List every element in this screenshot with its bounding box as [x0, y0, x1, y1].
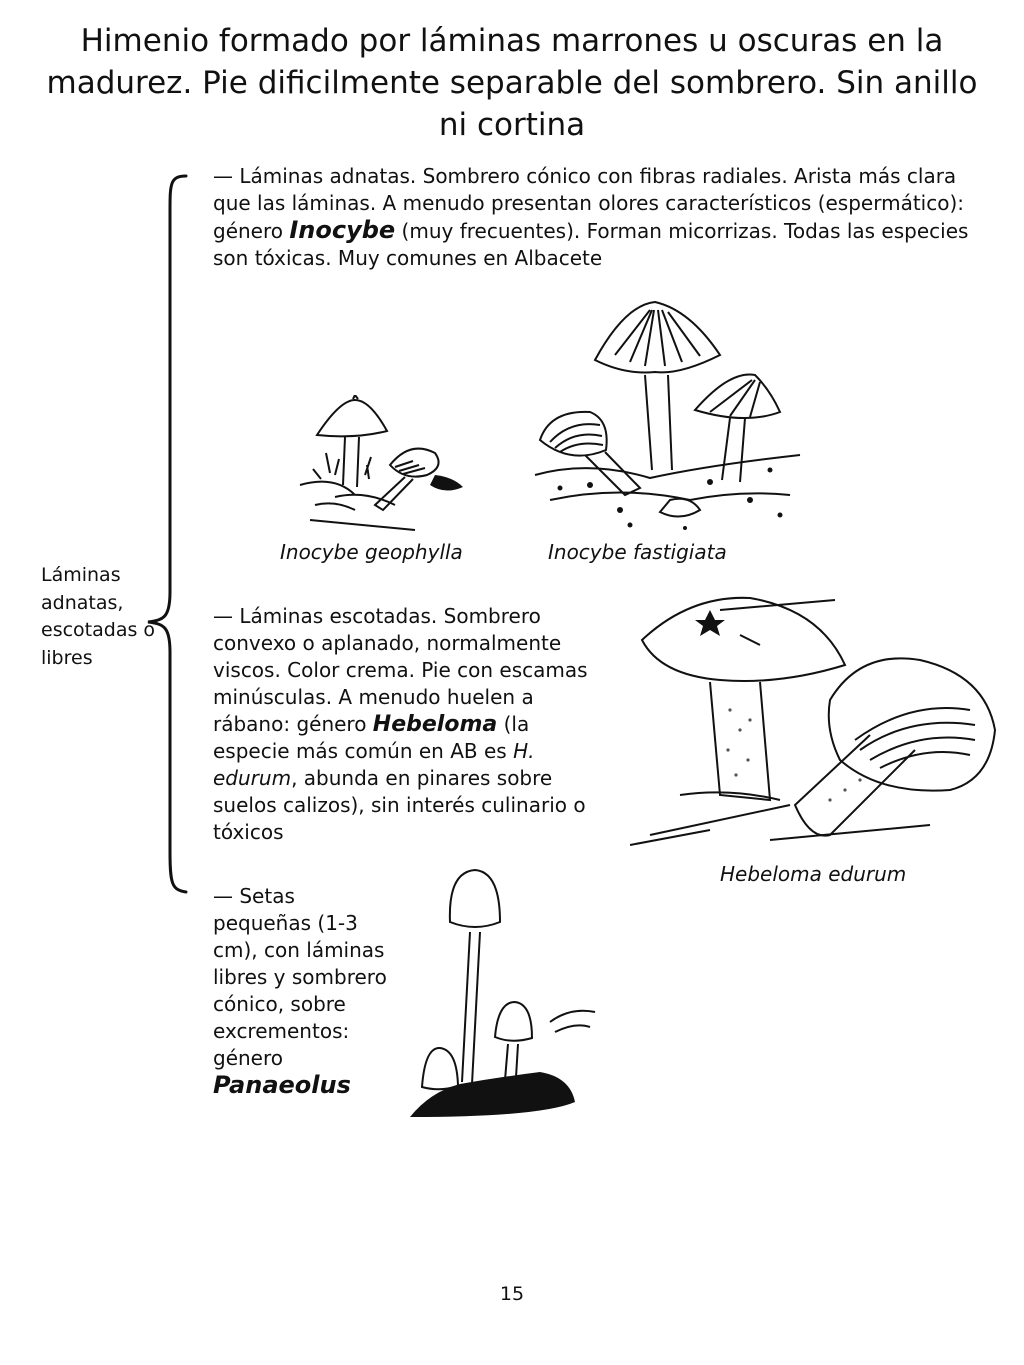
inocybe-geophylla-illustration [295, 395, 470, 535]
inocybe-description: — Láminas adnatas. Sombrero cónico con fibras radiales. Arista más clara que las láminas. A menudo presentan olores característicos (espermático): género Inocybe (muy frecuentes). Forman micorrizas. Todas las especies son tóxicas. Muy comunes en Albacete [213, 164, 969, 270]
curly-brace [140, 172, 190, 897]
genus-panaeolus: Panaeolus [213, 1071, 351, 1099]
caption-hebeloma-edurum: Hebeloma edurum [720, 862, 907, 886]
panaeolus-description: — Setas pequeñas (1-3 cm), con láminas libres y sombrero cónico, sobre excrementos: género Panaeolus [213, 884, 387, 1099]
panaeolus-illustration [400, 862, 605, 1127]
page-number: 15 [499, 1283, 525, 1305]
page-title: Himenio formado por láminas marrones u oscuras en la madurez. Pie dificilmente separable del sombrero. Sin anillo ni cortina [46, 23, 978, 143]
hebeloma-edurum-illustration [630, 590, 1000, 855]
genus-hebeloma: Hebeloma [372, 712, 498, 737]
group-label: Láminas adnatas, escotadas o libres [41, 564, 156, 669]
genus-inocybe: Inocybe [289, 216, 396, 244]
caption-inocybe-geophylla: Inocybe geophylla [280, 540, 463, 564]
hebeloma-description: — Láminas escotadas. Sombrero convexo o aplanado, normalmente viscos. Color crema. Pie con escamas minúsculas. A menudo huelen a rábano: género Hebeloma (la especie más común en AB es H. edurum, abunda en pinares sobre suelos calizos), sin interés culinario o tóxicos [213, 604, 588, 844]
caption-inocybe-fastigiata: Inocybe fastigiata [548, 540, 727, 564]
inocybe-fastigiata-illustration [530, 300, 810, 535]
